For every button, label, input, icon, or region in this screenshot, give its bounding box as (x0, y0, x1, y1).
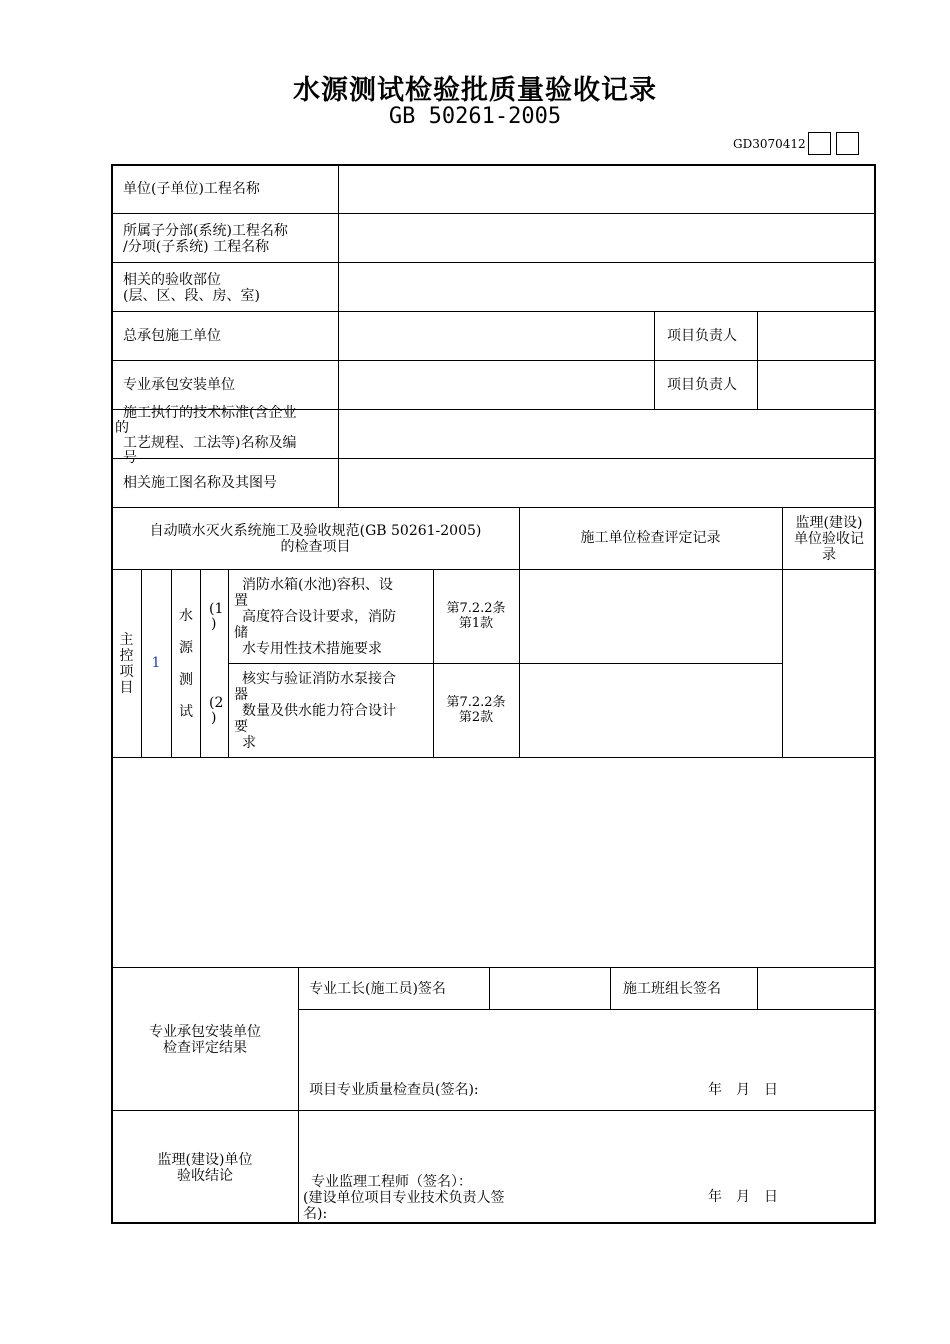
project-manager-value-2[interactable] (759, 361, 874, 408)
item-1-desc-5: 水专用性技术措施要求 (242, 641, 382, 657)
location-label-1: 相关的验收部位 (123, 272, 221, 288)
form-code: GD3070412 (733, 137, 806, 151)
standard-label-4: 号 (123, 450, 137, 466)
item-1-desc-4: 储 (234, 625, 248, 641)
item-2-desc-5: 求 (242, 735, 256, 751)
item-1-contractor-record[interactable] (521, 571, 781, 662)
standard-label (113, 405, 337, 466)
contractor-result-label-1: 专业承包安装单位 (149, 1024, 261, 1040)
project-manager-label-1: 项目负责人 (667, 328, 737, 344)
item-1-index-1: (1 (209, 601, 224, 617)
spec-header-2: 的检查项目 (280, 539, 351, 555)
special-contractor-label: 专业承包安装单位 (123, 377, 235, 393)
supervisor-header-3: 录 (822, 547, 836, 563)
sub-project-label-1: 所属子分部(系统)工程名称 (123, 223, 288, 239)
item-2-desc-4: 要 (234, 719, 248, 735)
item-1-clause-1: 第7.2.2条 (446, 601, 506, 616)
location-value[interactable] (340, 263, 874, 310)
main-control-char-3: 项 (119, 664, 134, 680)
group-char-1: 水 (179, 608, 193, 624)
standard-value[interactable] (340, 410, 874, 457)
item-2-desc-1: 核实与验证消防水泵接合 (242, 671, 396, 687)
item-2-clause-2: 第2款 (458, 710, 494, 725)
main-control-char-2: 控 (119, 648, 134, 664)
qa-inspector-label: 项目专业质量检查员(签名): (309, 1082, 479, 1098)
group-char-3: 测 (179, 672, 193, 688)
engineer-label-2: (建设单位项目专业技术负责人签 (303, 1190, 505, 1206)
engineer-label-1: 专业监理工程师（签名）： (311, 1174, 472, 1190)
item-1-desc-3: 高度符合设计要求，消防 (242, 609, 396, 625)
engineer-label-3: 名): (303, 1206, 328, 1222)
supervisor-conclusion-label-1: 监理(建设)单位 (157, 1152, 253, 1168)
blank-area (113, 759, 874, 966)
location-label-2: (层、区、段、房、室) (123, 288, 260, 304)
spec-header-1: 自动喷水灭火系统施工及验收规范(GB 50261-2005) (149, 523, 482, 539)
item-1-desc-1: 消防水箱(水池)容积、设 (242, 577, 393, 593)
item-2-desc-2: 器 (234, 687, 248, 703)
sub-project-label-2: /分项(子系统) 工程名称 (123, 239, 270, 255)
contractor-date: 年 月 日 (708, 1082, 778, 1098)
page-title: 水源测试检验批质量验收记录 (293, 75, 657, 106)
supervisor-date: 年 月 日 (708, 1189, 778, 1205)
team-leader-label: 施工班组长签名 (623, 981, 721, 997)
supervisor-header-2: 单位验收记 (794, 531, 864, 547)
group-char-2: 源 (179, 640, 193, 656)
item-2-index-1: (2 (209, 695, 224, 711)
supervisor-conclusion-label-2: 验收结论 (177, 1168, 233, 1184)
main-control-char-1: 主 (119, 632, 134, 648)
item-2-desc-3: 数量及供水能力符合设计 (242, 703, 396, 719)
supervisor-record[interactable] (784, 571, 874, 756)
item-1-desc-2: 置 (234, 593, 248, 609)
supervisor-conclusion-value[interactable] (300, 1112, 874, 1174)
standard-label-3: 工艺规程、工法等)名称及编 (123, 435, 297, 451)
general-contractor-value[interactable] (340, 312, 653, 359)
unit-project-label: 单位(子单位)工程名称 (123, 181, 260, 197)
item-1-index-2: ) (211, 616, 217, 632)
group-char-4: 试 (179, 704, 193, 720)
form-code-box-2[interactable] (836, 132, 859, 155)
foreman-label: 专业工长(施工员)签名 (309, 981, 446, 997)
drawing-value[interactable] (340, 459, 874, 506)
standard-code: GB 50261-2005 (388, 104, 562, 129)
project-manager-label-2: 项目负责人 (667, 377, 737, 393)
unit-project-value[interactable] (340, 166, 874, 212)
supervisor-header-1: 监理(建设) (795, 515, 863, 531)
item-2-clause-1: 第7.2.2条 (446, 695, 506, 710)
special-contractor-value[interactable] (340, 361, 653, 408)
main-control-char-4: 目 (119, 680, 134, 696)
standard-label-1: 施工执行的技术标准(含企业 (123, 405, 297, 421)
form-code-box-1[interactable] (808, 132, 831, 155)
general-contractor-label: 总承包施工单位 (123, 328, 221, 344)
foreman-signature[interactable] (491, 969, 609, 1008)
contractor-result-label-2: 检查评定结果 (163, 1040, 247, 1056)
sub-project-value[interactable] (340, 214, 874, 261)
contractor-result-value[interactable] (300, 1011, 874, 1077)
drawing-label: 相关施工图名称及其图号 (123, 475, 277, 491)
contractor-record-header: 施工单位检查评定记录 (580, 530, 721, 546)
standard-label-2: 的 (115, 420, 129, 436)
project-manager-value-1[interactable] (759, 312, 874, 359)
team-leader-signature[interactable] (759, 969, 874, 1008)
group-number: 1 (151, 655, 161, 671)
item-1-clause-2: 第1款 (458, 616, 494, 631)
item-2-index-2: ) (211, 710, 217, 726)
item-2-contractor-record[interactable] (521, 665, 781, 756)
